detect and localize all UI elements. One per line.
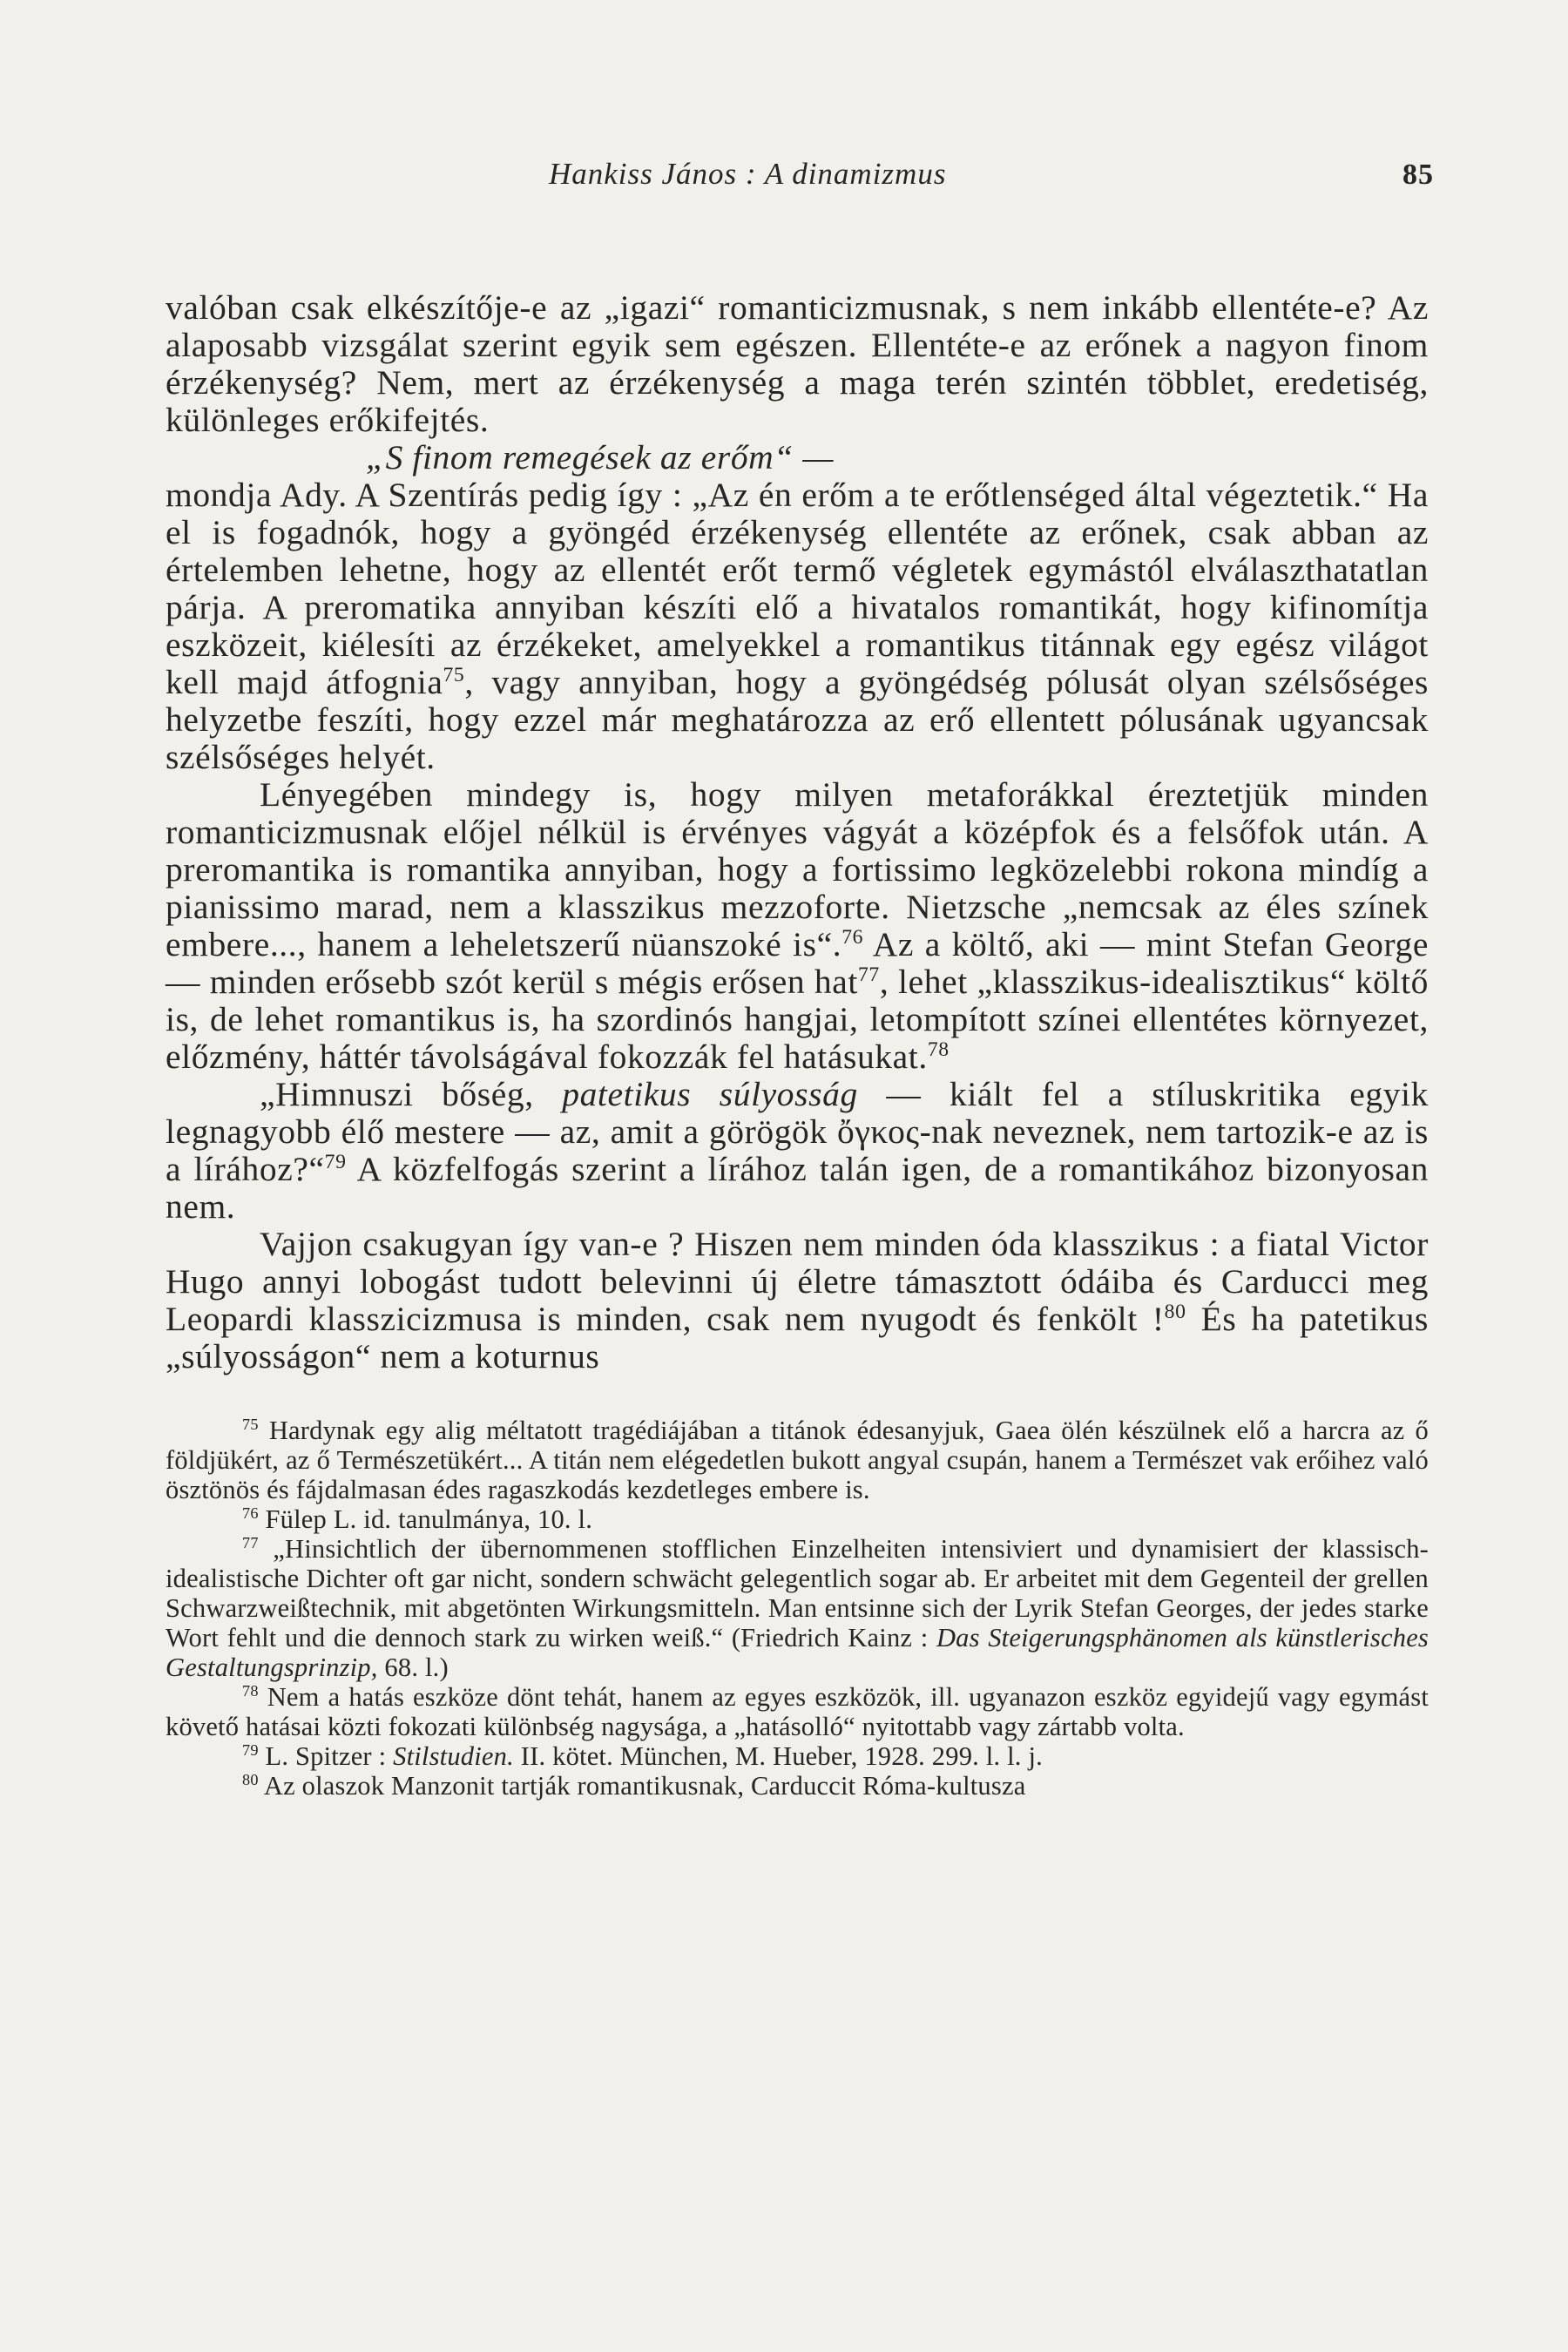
footnote-ref: 75: [443, 663, 465, 686]
footnote-text: Nem a hatás eszköze dönt tehát, hanem az egyes eszközök, ill. ugyanazon eszköz egyidejű vagy egymást követő hatásai közti fokozati különbség nagysága, a „hatásolló“ nyitottabb vagy zártabb volta.: [166, 1682, 1429, 1741]
footnote-text: 68. l.): [377, 1652, 449, 1682]
paragraph-text: valóban csak elkészítője-e az „igazi“ romanticizmusnak, s nem inkább ellentéte-e? Az alaposabb vizsgálat szerint egyik sem egészen. Ellentéte-e az erőnek a nagyon finom érzékenység? Nem, mert az érzékenység a maga terén szintén többlet, eredetiség, különleges erőkifejtés.: [166, 288, 1429, 439]
running-title: Hankiss János : A dinamizmus: [549, 157, 947, 191]
emphasis: patetikus súlyosság: [562, 1075, 858, 1113]
paragraph-text: , lehet „klasszikus-idealisztikus“ költő is, de lehet romantikus is, ha szordinós hangjai, letompított színei ellentétes környezet, előzmény, háttér távolságával fokozzák fel hatásukat.: [166, 963, 1429, 1076]
paragraph-text: — kiált fel a stíluskritika egyik legnagyobb élő mestere — az, amit a görögök ὄγκος-nak neveznek, nem tartozik-e az is a lírához?“: [166, 1075, 1429, 1188]
paragraph-3: [166, 776, 1429, 1076]
footnote-ref: 77: [857, 963, 880, 986]
footnote-ref: 76: [841, 925, 864, 949]
footnote-text: Hardynak egy alig méltatott tragédiájában a titánok édesanyjuk, Gaea ölén készülnek elő a harcra az ő földjükért, az ő Természetükért... A titán nem elégedetlen bukott angyal csupán, hanem a Természet vak erőihez való ösztönös és fájdalmasan édes ragaszkodás kezdetleges embere is.: [166, 1416, 1429, 1504]
paragraph-5: [166, 1226, 1429, 1375]
paragraph-2: [166, 476, 1429, 776]
paragraph-text: És ha patetikus „súlyosságon“ nem a koturnus: [166, 1300, 1429, 1375]
footnote-ref: 79: [324, 1150, 347, 1173]
footnote-emphasis: Stilstudien.: [393, 1741, 514, 1771]
footnote-number: 75: [242, 1415, 259, 1433]
footnote-76: [166, 1504, 1429, 1534]
verse-quote: „S finom remegések az erőm“ —: [366, 438, 835, 476]
paragraph-text: „Himnuszi bőség,: [260, 1075, 563, 1113]
running-head: [166, 157, 1434, 209]
paragraph-text: Az a költő, aki — mint Stefan George — minden erősebb szót kerül s mégis erősen hat: [166, 925, 1429, 1001]
footnote-text: „Hinsichtlich der übernommenen stofflichen Einzelheiten intensiviert und dynamisiert der klassisch-idealistische Dichter oft gar nicht, sondern schwächt gelegentlich sogar ab. Er arbeitet mit dem Gegenteil der grellen Schwarzweißtechnik, mit abgetönten Wirkungsmitteln. Man entsinne sich der Lyrik Stefan Georges, der jedes starke Wort fehlt und die dennoch stark zu wirken weiß.“ (Friedrich Kainz :: [166, 1534, 1429, 1652]
footnote-text: L. Spitzer :: [265, 1741, 394, 1771]
footnote-number: 78: [242, 1681, 259, 1700]
footnote-emphasis: Das Steigerungsphänomen als künstlerisches Gestaltungsprinzip,: [166, 1623, 1429, 1682]
footnotes: [166, 1416, 1429, 1801]
footnote-ref: 80: [1164, 1300, 1186, 1323]
page-number: 85: [1402, 159, 1434, 191]
footnote-77: [166, 1534, 1429, 1682]
paragraph-text: Lényegében mindegy is, hogy milyen metaforákkal éreztetjük minden romanticizmusnak előjel nélkül is érvényes vágyát a középfok és a felsőfok után. A preromantika is romantika annyiban, hogy a fortissimo legközelebbi rokona mindíg a pianissimo marad, nem a klasszikus mezzoforte. Nietzsche „nemcsak az éles színek embere..., hanem a leheletszerű nüanszoké is“.: [166, 775, 1429, 963]
footnote-79: [166, 1741, 1429, 1771]
paragraph-4: [166, 1076, 1429, 1226]
paragraph-text: Vajjon csakugyan így van-e ? Hiszen nem minden óda klasszikus : a fiatal Victor Hugo annyi lobogást tudott belevinni új életre támasztott ódáiba és Carducci meg Leopardi klasszicizmusa is minden, csak nem nyugodt és fenkölt !: [166, 1225, 1429, 1338]
footnote-text: Fülep L. id. tanulmánya, 10. l.: [265, 1504, 593, 1534]
footnote-75: [166, 1416, 1429, 1504]
footnote-80: [166, 1771, 1429, 1801]
footnote-text: II. kötet. München, M. Hueber, 1928. 299. l. l. j.: [513, 1741, 1043, 1771]
footnote-number: 80: [242, 1770, 259, 1788]
paragraph-text: A közfelfogás szerint a lírához talán igen, de a romantikához bizonyosan nem.: [166, 1150, 1429, 1226]
paragraph-text: mondja Ady. A Szentírás pedig így : „Az én erőm a te erőtlenséged által végeztetik.“ Ha el is fogadnók, hogy a gyöngéd érzékenység ellentéte az erőnek, csak abban az értelemben lehetne, hogy az ellentét erőt termő végletek egymástól elválaszthatatlan párja. A preromatika annyiban készíti elő a hivatalos romantikát, hogy kifinomítja eszközeit, kiélesíti az érzékeket, amelyekkel a romantikus titánnak egy egész világot kell majd átfognia: [166, 476, 1429, 701]
footnote-78: [166, 1682, 1429, 1741]
footnote-number: 76: [242, 1504, 259, 1522]
book-page: [166, 157, 1434, 1801]
footnote-text: Az olaszok Manzonit tartják romantikusnak, Carduccit Róma-kultusza: [263, 1771, 1026, 1801]
paragraph-1: [166, 289, 1429, 439]
footnote-number: 77: [242, 1533, 259, 1551]
footnote-number: 79: [242, 1740, 259, 1759]
footnote-ref: 78: [927, 1037, 950, 1061]
main-text: [166, 289, 1429, 1375]
paragraph-text: , vagy annyiban, hogy a gyöngédség pólusát olyan szélsőséges helyzetbe feszíti, hogy ezzel már meghatározza az erő ellentett pólusának ugyancsak szélsőséges helyét.: [166, 663, 1429, 776]
